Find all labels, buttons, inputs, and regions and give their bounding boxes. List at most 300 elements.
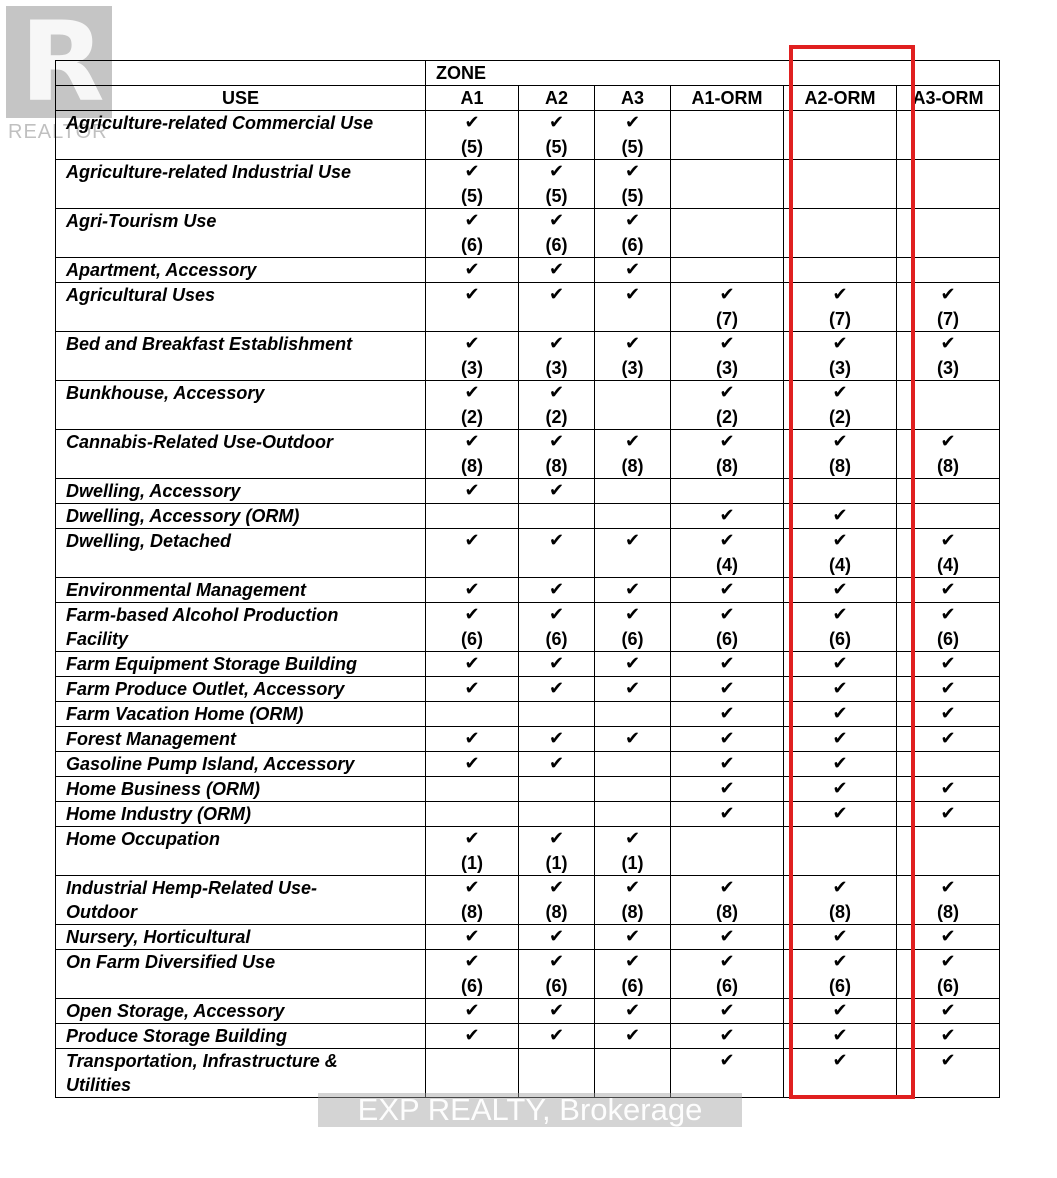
cell-a2-orm: [784, 111, 897, 160]
check-mark-icon: ✔: [464, 1025, 480, 1046]
check-mark-icon: ✔: [464, 579, 480, 600]
use-name-text: Dwelling, Accessory (ORM): [66, 506, 300, 526]
use-name-cell: [56, 727, 426, 752]
cell-a2: [519, 529, 595, 578]
footnote-ref: (1): [621, 853, 644, 873]
cell-a2-orm: [784, 925, 897, 950]
cell-a3: [595, 603, 671, 652]
cell-a1: [426, 430, 519, 479]
check-mark-icon: ✔: [624, 284, 641, 305]
cell-a2-orm: [784, 430, 897, 479]
table-row: [56, 999, 1000, 1024]
check-mark-icon: ✔: [548, 877, 565, 898]
cell-a3: [595, 258, 671, 283]
table-row: [56, 283, 1000, 332]
check-mark-icon: ✔: [548, 1000, 565, 1021]
cell-a2-orm: [784, 827, 897, 876]
use-name-text: Produce Storage Building: [66, 1026, 288, 1046]
footnote-ref: (5): [621, 186, 644, 206]
table-row: [56, 258, 1000, 283]
table-row: [56, 876, 1000, 925]
footnote-ref: (6): [829, 629, 851, 649]
cell-a2: [519, 876, 595, 925]
table-row: [56, 504, 1000, 529]
check-mark-icon: ✔: [832, 604, 848, 625]
use-name-text: Nursery, Horticultural: [66, 927, 251, 947]
cell-a1-orm: [671, 1024, 784, 1049]
cell-a2: [519, 752, 595, 777]
cell-a3: [595, 752, 671, 777]
cell-a2-orm: [784, 258, 897, 283]
cell-a2-orm: [784, 381, 897, 430]
use-name-cell: [56, 479, 426, 504]
cell-a2: [519, 111, 595, 160]
cell-a2-orm: [784, 677, 897, 702]
check-mark-icon: ✔: [464, 653, 480, 674]
check-mark-icon: ✔: [464, 926, 480, 947]
table-row: [56, 652, 1000, 677]
check-mark-icon: ✔: [548, 753, 565, 774]
check-mark-icon: ✔: [548, 284, 565, 305]
check-mark-icon: ✔: [832, 951, 848, 972]
check-mark-icon: ✔: [719, 579, 735, 600]
check-mark-icon: ✔: [940, 604, 956, 625]
check-mark-icon: ✔: [624, 604, 641, 625]
footnote-ref: (6): [716, 629, 738, 649]
cell-a1-orm: [671, 381, 784, 430]
use-name-cell: [56, 752, 426, 777]
check-mark-icon: ✔: [548, 530, 565, 551]
check-mark-icon: ✔: [464, 431, 480, 452]
check-mark-icon: ✔: [624, 161, 641, 182]
table-row: [56, 727, 1000, 752]
cell-a3-orm: [897, 752, 1000, 777]
check-mark-icon: ✔: [719, 678, 735, 699]
footnote-ref: (6): [461, 235, 483, 255]
cell-a3-orm: [897, 332, 1000, 381]
cell-a2: [519, 702, 595, 727]
cell-a3-orm: [897, 160, 1000, 209]
use-name-text: Apartment, Accessory: [66, 260, 257, 280]
check-mark-icon: ✔: [832, 803, 848, 824]
blank-header-cell: [56, 61, 426, 86]
cell-a3-orm: [897, 777, 1000, 802]
cell-a3-orm: [897, 209, 1000, 258]
use-name-cell: [56, 603, 426, 652]
column-header-a1-orm: A1-ORM: [671, 86, 784, 111]
cell-a1: [426, 677, 519, 702]
cell-a1: [426, 381, 519, 430]
check-mark-icon: ✔: [832, 1025, 848, 1046]
cell-a3-orm: [897, 702, 1000, 727]
footnote-ref: (8): [829, 456, 851, 476]
footnote-ref: (3): [937, 358, 960, 378]
check-mark-icon: ✔: [719, 1000, 735, 1021]
check-mark-icon: ✔: [940, 284, 956, 305]
cell-a3-orm: [897, 430, 1000, 479]
use-name-cell: [56, 876, 426, 925]
cell-a3: [595, 925, 671, 950]
cell-a3-orm: [897, 802, 1000, 827]
use-name-text: Agri-Tourism Use: [66, 211, 217, 231]
footnote-ref: (6): [829, 976, 851, 996]
check-mark-icon: ✔: [464, 333, 480, 354]
footnote-ref: (8): [829, 902, 851, 922]
footnote-ref: (7): [716, 309, 738, 329]
cell-a1: [426, 209, 519, 258]
footnote-ref: (7): [829, 309, 851, 329]
footnote-ref: (6): [621, 235, 644, 255]
table-row: [56, 925, 1000, 950]
cell-a2: [519, 827, 595, 876]
check-mark-icon: ✔: [940, 728, 956, 749]
check-mark-icon: ✔: [624, 926, 641, 947]
footnote-ref: (3): [461, 358, 483, 378]
cell-a2-orm: [784, 283, 897, 332]
use-name-cell: [56, 578, 426, 603]
use-name-cell: [56, 950, 426, 999]
cell-a1-orm: [671, 578, 784, 603]
use-name-text: On Farm Diversified Use: [66, 952, 276, 972]
cell-a3-orm: [897, 283, 1000, 332]
check-mark-icon: ✔: [832, 653, 848, 674]
check-mark-icon: ✔: [832, 530, 848, 551]
cell-a1-orm: [671, 827, 784, 876]
check-mark-icon: ✔: [548, 333, 565, 354]
cell-a1-orm: [671, 702, 784, 727]
cell-a1-orm: [671, 160, 784, 209]
check-mark-icon: ✔: [624, 1000, 641, 1021]
use-name-text: Facility: [66, 629, 129, 649]
footnote-ref: (1): [545, 853, 568, 873]
use-header: USE: [56, 86, 426, 111]
check-mark-icon: ✔: [548, 1025, 565, 1046]
check-mark-icon: ✔: [624, 678, 641, 699]
use-name-cell: [56, 999, 426, 1024]
cell-a1-orm: [671, 802, 784, 827]
cell-a2-orm: [784, 479, 897, 504]
cell-a1: [426, 578, 519, 603]
cell-a3-orm: [897, 504, 1000, 529]
footnote-ref: (4): [716, 555, 738, 575]
cell-a2-orm: [784, 950, 897, 999]
cell-a1: [426, 479, 519, 504]
cell-a3-orm: [897, 1024, 1000, 1049]
use-name-cell: [56, 381, 426, 430]
cell-a1-orm: [671, 111, 784, 160]
check-mark-icon: ✔: [940, 778, 956, 799]
use-name-cell: [56, 777, 426, 802]
cell-a3-orm: [897, 479, 1000, 504]
cell-a1: [426, 727, 519, 752]
cell-a2-orm: [784, 652, 897, 677]
cell-a2: [519, 950, 595, 999]
cell-a3: [595, 677, 671, 702]
cell-a1-orm: [671, 504, 784, 529]
footnote-ref: (3): [621, 358, 644, 378]
use-name-cell: [56, 925, 426, 950]
use-name-text: Open Storage, Accessory: [66, 1001, 285, 1021]
table-row: [56, 209, 1000, 258]
footnote-ref: (6): [461, 629, 483, 649]
cell-a2-orm: [784, 876, 897, 925]
cell-a1-orm: [671, 752, 784, 777]
cell-a2: [519, 1049, 595, 1098]
footnote-ref: (6): [937, 629, 960, 649]
use-name-text: Agricultural Uses: [66, 285, 216, 305]
check-mark-icon: ✔: [464, 161, 480, 182]
footnote-ref: (8): [621, 902, 644, 922]
table-row: [56, 479, 1000, 504]
cell-a1-orm: [671, 1049, 784, 1098]
check-mark-icon: ✔: [940, 678, 956, 699]
table-row: [56, 702, 1000, 727]
cell-a1-orm: [671, 925, 784, 950]
cell-a2: [519, 479, 595, 504]
check-mark-icon: ✔: [832, 728, 848, 749]
cell-a2-orm: [784, 802, 897, 827]
cell-a2: [519, 603, 595, 652]
check-mark-icon: ✔: [832, 877, 848, 898]
footnote-ref: (5): [545, 186, 568, 206]
cell-a3: [595, 950, 671, 999]
footnote-ref: (4): [937, 555, 960, 575]
check-mark-icon: ✔: [464, 877, 480, 898]
cell-a2-orm: [784, 578, 897, 603]
cell-a2: [519, 578, 595, 603]
footnote-ref: (8): [621, 456, 644, 476]
check-mark-icon: ✔: [832, 382, 848, 403]
cell-a2: [519, 160, 595, 209]
footnote-ref: (8): [545, 902, 568, 922]
table-row: [56, 1024, 1000, 1049]
use-name-text: Dwelling, Detached: [66, 531, 232, 551]
footnote-ref: (8): [545, 456, 568, 476]
check-mark-icon: ✔: [464, 604, 480, 625]
check-mark-icon: ✔: [719, 1050, 735, 1071]
check-mark-icon: ✔: [719, 505, 735, 526]
table-row: [56, 777, 1000, 802]
check-mark-icon: ✔: [548, 728, 565, 749]
cell-a3-orm: [897, 111, 1000, 160]
cell-a2-orm: [784, 999, 897, 1024]
footnote-ref: (6): [545, 629, 568, 649]
cell-a2: [519, 258, 595, 283]
use-name-cell: [56, 1024, 426, 1049]
check-mark-icon: ✔: [624, 210, 641, 231]
check-mark-icon: ✔: [719, 604, 735, 625]
footnote-ref: (5): [461, 137, 483, 157]
cell-a2-orm: [784, 504, 897, 529]
check-mark-icon: ✔: [832, 505, 848, 526]
footnote-ref: (5): [621, 137, 644, 157]
check-mark-icon: ✔: [548, 828, 565, 849]
cell-a3: [595, 529, 671, 578]
use-name-cell: [56, 677, 426, 702]
check-mark-icon: ✔: [832, 1000, 848, 1021]
check-mark-icon: ✔: [719, 1025, 735, 1046]
cell-a3-orm: [897, 950, 1000, 999]
table-row: [56, 332, 1000, 381]
cell-a2-orm: [784, 209, 897, 258]
cell-a1: [426, 258, 519, 283]
check-mark-icon: ✔: [624, 828, 641, 849]
cell-a3-orm: [897, 727, 1000, 752]
footnote-ref: (6): [937, 976, 960, 996]
check-mark-icon: ✔: [464, 284, 480, 305]
check-mark-icon: ✔: [719, 877, 735, 898]
cell-a3: [595, 1024, 671, 1049]
cell-a1: [426, 950, 519, 999]
cell-a3: [595, 827, 671, 876]
cell-a2: [519, 802, 595, 827]
use-name-cell: [56, 160, 426, 209]
use-name-cell: [56, 283, 426, 332]
use-name-text: Transportation, Infrastructure &: [66, 1051, 338, 1071]
cell-a2: [519, 209, 595, 258]
cell-a1-orm: [671, 652, 784, 677]
cell-a1-orm: [671, 529, 784, 578]
check-mark-icon: ✔: [624, 951, 641, 972]
cell-a3: [595, 652, 671, 677]
cell-a3: [595, 1049, 671, 1098]
realtor-r-icon: R: [20, 0, 105, 126]
cell-a2: [519, 999, 595, 1024]
use-name-cell: [56, 332, 426, 381]
check-mark-icon: ✔: [548, 480, 565, 501]
cell-a3-orm: [897, 381, 1000, 430]
cell-a3-orm: [897, 529, 1000, 578]
check-mark-icon: ✔: [624, 112, 641, 133]
cell-a1-orm: [671, 209, 784, 258]
cell-a1: [426, 999, 519, 1024]
use-name-cell: [56, 702, 426, 727]
check-mark-icon: ✔: [719, 530, 735, 551]
cell-a3-orm: [897, 258, 1000, 283]
cell-a3: [595, 777, 671, 802]
cell-a2-orm: [784, 529, 897, 578]
check-mark-icon: ✔: [624, 579, 641, 600]
footnote-ref: (8): [937, 456, 960, 476]
footnote-ref: (6): [545, 976, 568, 996]
cell-a3: [595, 381, 671, 430]
check-mark-icon: ✔: [940, 951, 956, 972]
cell-a3: [595, 802, 671, 827]
cell-a2: [519, 727, 595, 752]
cell-a1: [426, 1024, 519, 1049]
check-mark-icon: ✔: [464, 828, 480, 849]
cell-a3-orm: [897, 677, 1000, 702]
cell-a1-orm: [671, 727, 784, 752]
check-mark-icon: ✔: [464, 753, 480, 774]
cell-a1: [426, 160, 519, 209]
check-mark-icon: ✔: [624, 259, 641, 280]
use-name-cell: [56, 1049, 426, 1098]
use-name-text: Bunkhouse, Accessory: [66, 383, 265, 403]
check-mark-icon: ✔: [940, 703, 956, 724]
cell-a1: [426, 652, 519, 677]
cell-a1: [426, 876, 519, 925]
check-mark-icon: ✔: [624, 653, 641, 674]
use-name-text: Forest Management: [66, 729, 237, 749]
check-mark-icon: ✔: [940, 653, 956, 674]
table-row: [56, 381, 1000, 430]
cell-a2: [519, 381, 595, 430]
table-row: [56, 529, 1000, 578]
cell-a3: [595, 160, 671, 209]
footnote-ref: (5): [545, 137, 568, 157]
check-mark-icon: ✔: [940, 877, 956, 898]
cell-a1: [426, 603, 519, 652]
zone-use-table: [55, 60, 1000, 1098]
cell-a3-orm: [897, 578, 1000, 603]
table-row: [56, 111, 1000, 160]
cell-a3-orm: [897, 652, 1000, 677]
footnote-ref: (6): [716, 976, 738, 996]
footnote-ref: (2): [545, 407, 568, 427]
check-mark-icon: ✔: [548, 161, 565, 182]
cell-a2-orm: [784, 752, 897, 777]
check-mark-icon: ✔: [719, 431, 735, 452]
check-mark-icon: ✔: [624, 530, 641, 551]
check-mark-icon: ✔: [624, 333, 641, 354]
cell-a1: [426, 283, 519, 332]
footnote-ref: (1): [461, 853, 483, 873]
table-row: [56, 802, 1000, 827]
use-name-cell: [56, 258, 426, 283]
use-name-text: Home Business (ORM): [66, 779, 261, 799]
check-mark-icon: ✔: [719, 926, 735, 947]
cell-a1: [426, 111, 519, 160]
check-mark-icon: ✔: [940, 431, 956, 452]
footnote-ref: (6): [621, 976, 644, 996]
use-name-cell: [56, 504, 426, 529]
cell-a1-orm: [671, 777, 784, 802]
footnote-ref: (6): [621, 629, 644, 649]
cell-a1: [426, 332, 519, 381]
column-header-a2-orm: A2-ORM: [784, 86, 897, 111]
check-mark-icon: ✔: [464, 951, 480, 972]
table-row: [56, 950, 1000, 999]
check-mark-icon: ✔: [548, 926, 565, 947]
use-name-text: Cannabis-Related Use-Outdoor: [66, 432, 334, 452]
check-mark-icon: ✔: [940, 530, 956, 551]
cell-a3: [595, 209, 671, 258]
check-mark-icon: ✔: [719, 284, 735, 305]
cell-a2-orm: [784, 603, 897, 652]
use-name-text: Outdoor: [66, 902, 137, 922]
footnote-ref: (8): [461, 902, 483, 922]
cell-a3: [595, 332, 671, 381]
use-name-text: Farm Vacation Home (ORM): [66, 704, 304, 724]
cell-a3: [595, 702, 671, 727]
cell-a1: [426, 529, 519, 578]
cell-a1-orm: [671, 603, 784, 652]
table-row: [56, 430, 1000, 479]
check-mark-icon: ✔: [548, 579, 565, 600]
check-mark-icon: ✔: [624, 431, 641, 452]
check-mark-icon: ✔: [464, 728, 480, 749]
use-name-cell: [56, 209, 426, 258]
table-row: [56, 160, 1000, 209]
cell-a1: [426, 752, 519, 777]
cell-a2-orm: [784, 702, 897, 727]
check-mark-icon: ✔: [464, 259, 480, 280]
footnote-ref: (8): [937, 902, 960, 922]
footnote-ref: (8): [716, 902, 738, 922]
cell-a2-orm: [784, 777, 897, 802]
cell-a2: [519, 332, 595, 381]
